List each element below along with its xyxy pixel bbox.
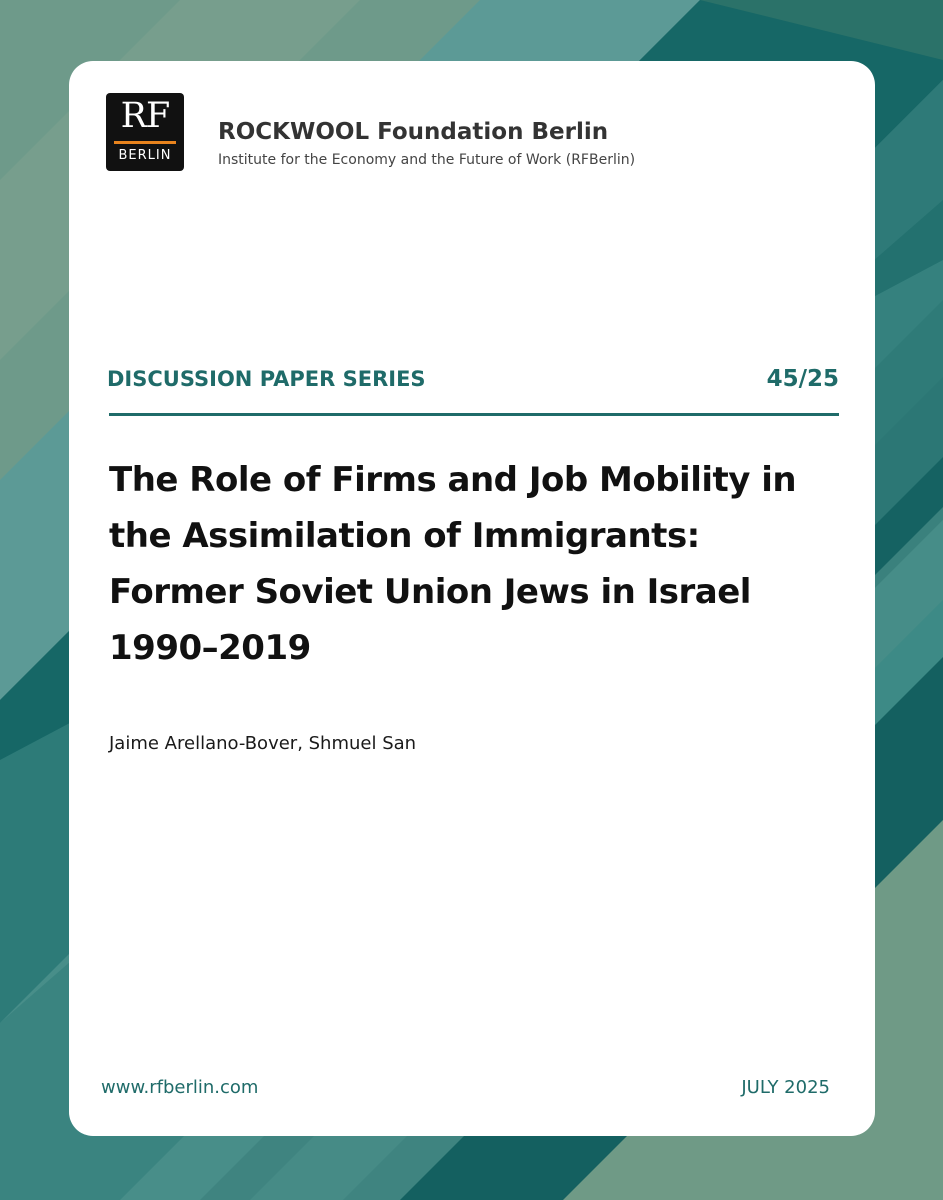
logo-accent-bar: [114, 141, 176, 144]
website-link[interactable]: www.rfberlin.com: [101, 1077, 259, 1098]
cover-card: [69, 61, 875, 1136]
organization-subtitle: Institute for the Economy and the Future of Work (RFBerlin): [218, 152, 636, 168]
rfberlin-logo: [106, 93, 184, 171]
paper-title: [109, 452, 859, 676]
title-line: The Role of Firms and Job Mobility in: [109, 460, 797, 500]
organization-name: ROCKWOOL Foundation Berlin: [218, 119, 609, 145]
title-line: the Assimilation of Immigrants:: [109, 516, 700, 556]
series-divider: [109, 413, 839, 416]
paper-number: 45/25: [766, 366, 839, 392]
series-label: DISCUSSION PAPER SERIES: [107, 367, 426, 391]
paper-authors: Jaime Arellano-Bover, Shmuel San: [109, 733, 417, 754]
title-line: 1990–2019: [109, 628, 311, 668]
publication-date: JULY 2025: [741, 1077, 830, 1098]
logo-berlin-text: BERLIN: [118, 148, 172, 163]
title-line: Former Soviet Union Jews in Israel: [109, 572, 751, 612]
logo-rf-text: RF: [120, 96, 170, 136]
